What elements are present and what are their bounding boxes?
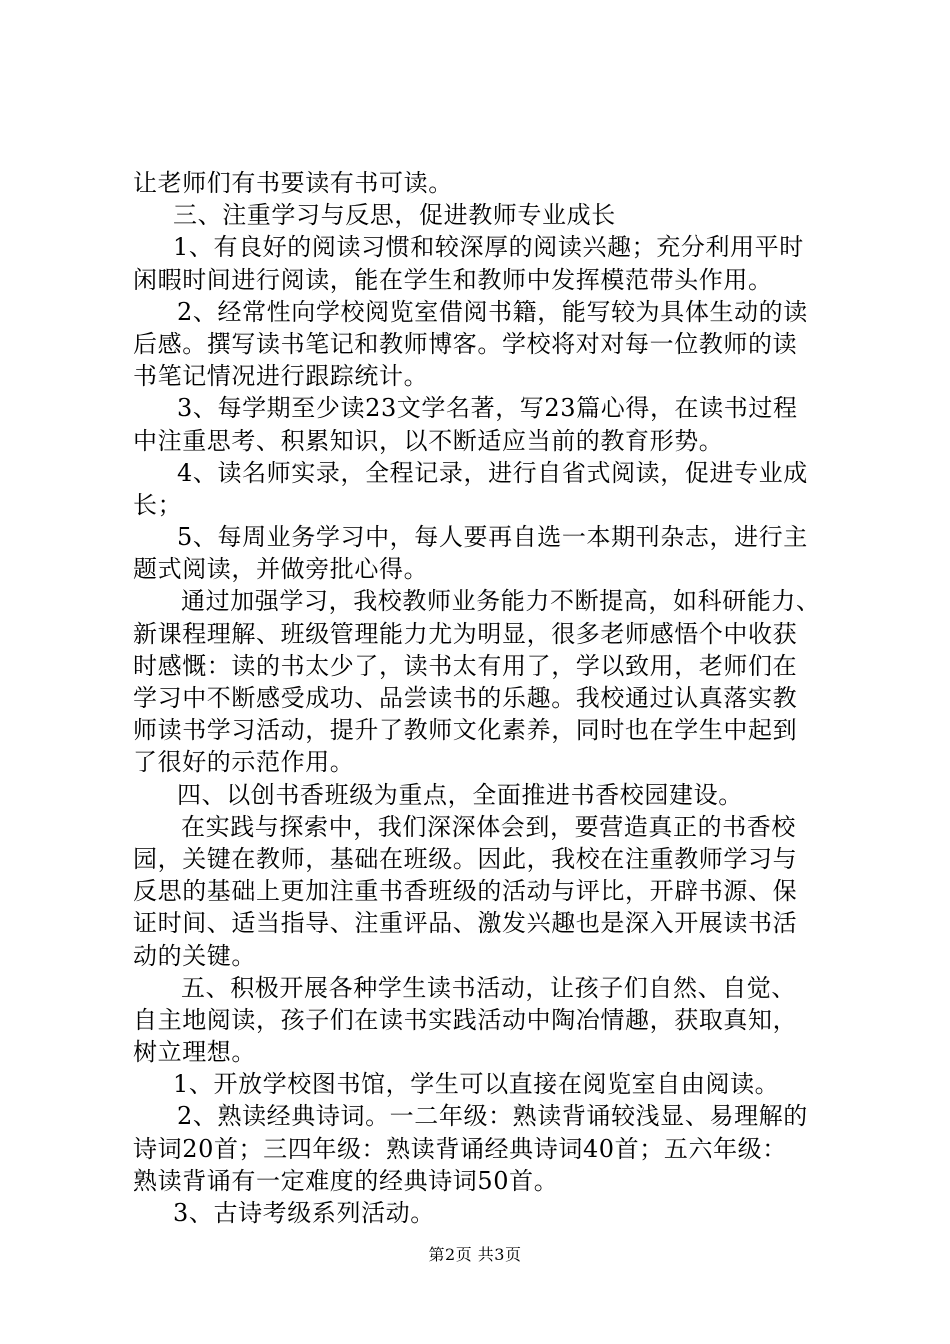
text-line: 时感慨：读的书太少了，读书太有用了，学以致用，老师们在 (133, 651, 798, 680)
text-line: 闲暇时间进行阅读，能在学生和教师中发挥模范带头作用。 (133, 265, 773, 294)
text-line: 学习中不断感受成功、品尝读书的乐趣。我校通过认真落实教 (133, 684, 798, 712)
text-line: 反思的基础上更加注重书香班级的活动与评比，开辟书源、保 (133, 877, 798, 906)
text-line: 三、注重学习与反思，促进教师专业成长 (173, 201, 616, 230)
text-line: 在实践与探索中，我们深深体会到，要营造真正的书香校 (181, 812, 796, 841)
body-text (133, 167, 833, 1229)
text-line: 熟读背诵有一定难度的经典诗词50首。 (133, 1166, 559, 1195)
text-line: 书笔记情况进行跟踪统计。 (133, 362, 429, 391)
text-line: 3、古诗考级系列活动。 (173, 1199, 435, 1227)
text-line: 了很好的示范作用。 (133, 748, 355, 777)
text-line: 自主地阅读，孩子们在读书实践活动中陶冶情趣，获取真知， (133, 1005, 798, 1034)
text-line: 1、有良好的阅读习惯和较深厚的阅读兴趣；充分利用平时 (173, 233, 804, 262)
text-line: 5、每周业务学习中，每人要再自选一本期刊杂志，进行主 (177, 523, 808, 552)
text-line: 2、熟读经典诗词。一二年级：熟读背诵较浅显、易理解的 (177, 1102, 808, 1131)
text-line: 园，关键在教师，基础在班级。因此，我校在注重教师学习与 (133, 844, 798, 873)
text-line: 证时间、适当指导、注重评品、激发兴趣也是深入开展读书活 (133, 909, 798, 938)
text-line: 题式阅读，并做旁批心得。 (133, 555, 429, 584)
text-line: 1、开放学校图书馆，学生可以直接在阅览室自由阅读。 (173, 1070, 780, 1099)
text-line: 树立理想。 (133, 1038, 256, 1067)
text-line: 师读书学习活动，提升了教师文化素养，同时也在学生中起到 (133, 716, 798, 745)
text-line: 新课程理解、班级管理能力尤为明显，很多老师感悟个中收获 (133, 619, 798, 648)
text-line: 通过加强学习，我校教师业务能力不断提高，如科研能力、 (181, 587, 821, 616)
text-line: 长； (133, 490, 183, 519)
text-line: 中注重思考、积累知识，以不断适应当前的教育形势。 (133, 426, 724, 455)
text-line: 2、经常性向学校阅览室借阅书籍，能写较为具体生动的读 (177, 297, 808, 326)
text-line: 后感。撰写读书笔记和教师博客。学校将对对每一位教师的读 (133, 329, 798, 358)
text-line: 动的关键。 (133, 941, 256, 970)
text-line: 诗词20首；三四年级：熟读背诵经典诗词40首；五六年级： (133, 1134, 787, 1163)
page-footer: 第2页 共3页 (428, 1245, 522, 1264)
text-line: 让老师们有书要读有书可读。 (133, 169, 453, 197)
text-line: 4、读名师实录，全程记录，进行自省式阅读，促进专业成 (177, 458, 808, 487)
text-line: 四、以创书香班级为重点，全面推进书香校园建设。 (177, 780, 743, 809)
text-line: 五、积极开展各种学生读书活动，让孩子们自然、自觉、 (181, 973, 796, 1002)
text-line: 3、每学期至少读23文学名著，写23篇心得，在读书过程 (177, 394, 798, 423)
